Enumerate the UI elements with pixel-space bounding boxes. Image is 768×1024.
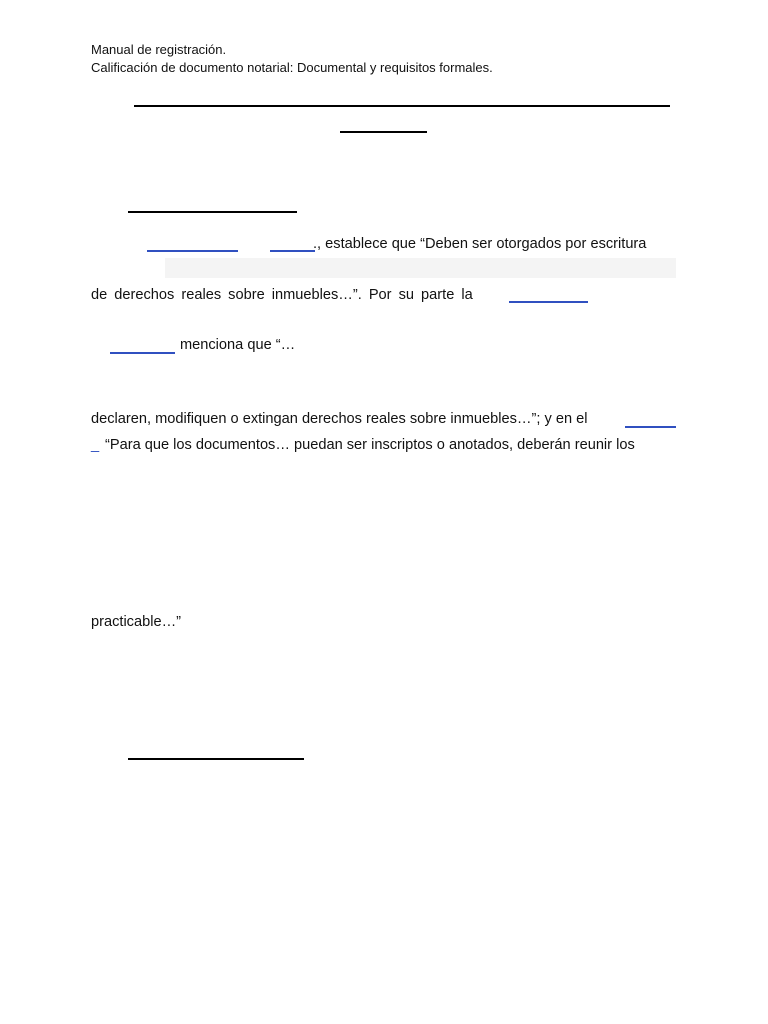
redacted-link-5[interactable]: [625, 426, 676, 428]
paragraph-line-6: practicable…”: [91, 614, 182, 630]
section-heading-rule-1: [128, 211, 297, 213]
paragraph-line-4: declaren, modifiquen o extingan derechos reales sobre inmuebles…”; y en el: [91, 411, 588, 427]
section-heading-rule-2: [128, 758, 304, 760]
header-manual-title: Manual de registración.: [91, 42, 227, 57]
paragraph-line-3: menciona que “…: [180, 337, 296, 353]
redacted-link-3[interactable]: [509, 301, 588, 303]
page-header: [91, 41, 493, 76]
header-section-title: Calificación de documento notarial: Documental y requisitos formales.: [91, 59, 493, 75]
redacted-text-block: [165, 258, 676, 278]
paragraph-line-2: de derechos reales sobre inmuebles…”. Por su parte la: [91, 287, 473, 303]
redacted-link-1[interactable]: [147, 250, 238, 252]
paragraph-line-5-start: _: [91, 437, 100, 453]
subtitle-rule: [340, 131, 427, 133]
paragraph-line-5: “Para que los documentos… puedan ser inscriptos o anotados, deberán reunir los: [105, 437, 635, 453]
title-rule: [134, 105, 670, 107]
redacted-link-4[interactable]: [110, 352, 175, 354]
redacted-link-2[interactable]: [270, 250, 315, 252]
paragraph-line-1: ., establece que “Deben ser otorgados por escritura: [313, 236, 647, 252]
